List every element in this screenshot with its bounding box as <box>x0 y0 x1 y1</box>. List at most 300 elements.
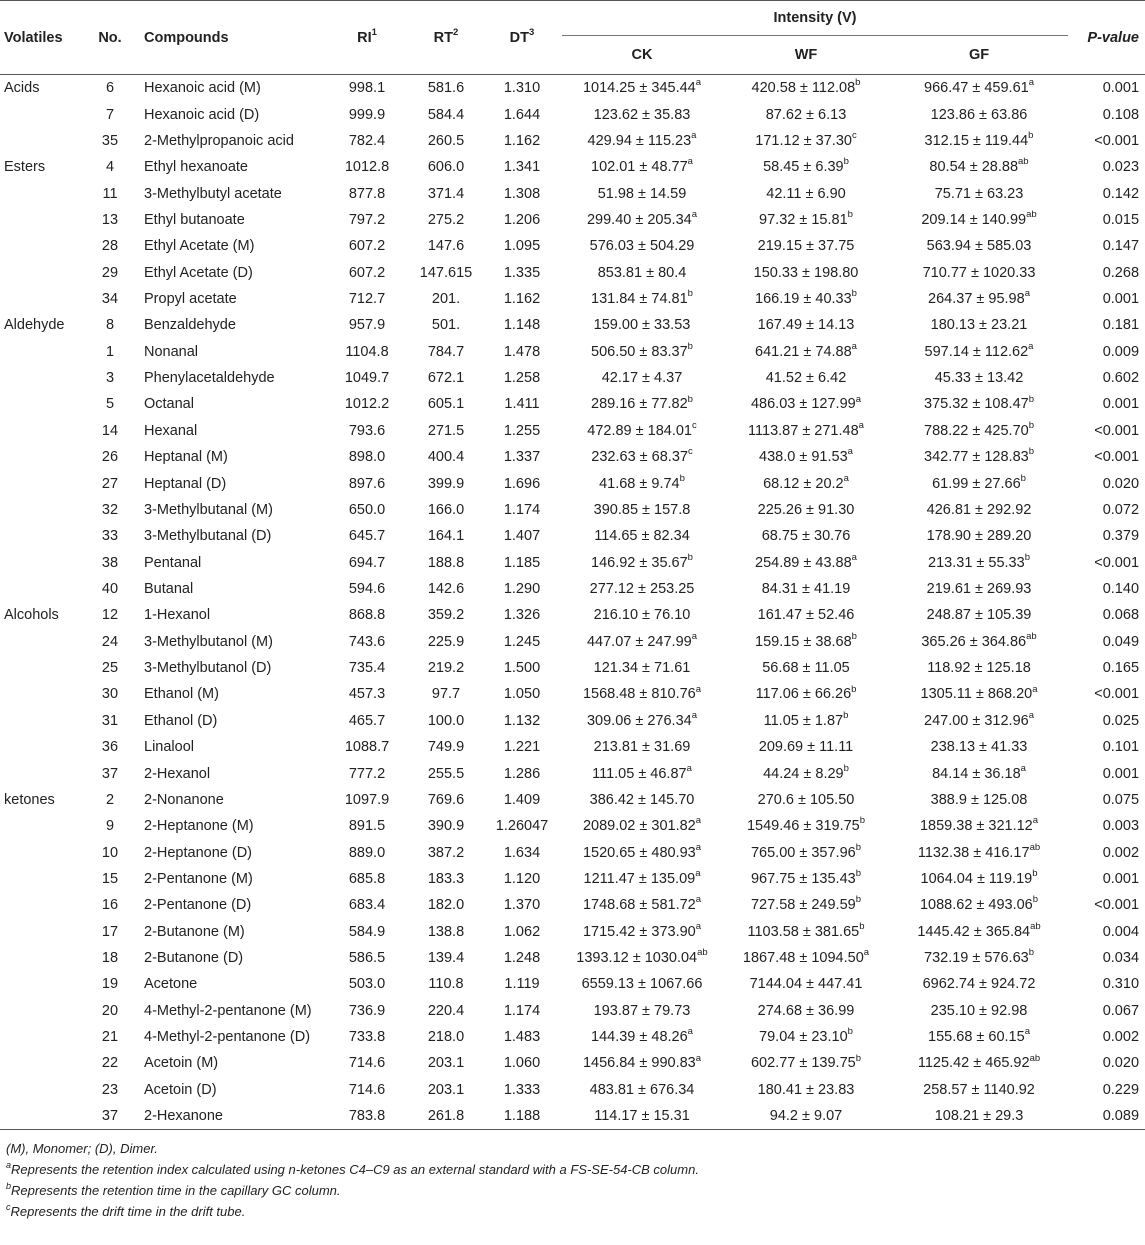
cell-compound: 4-Methyl-2-pentanone (M) <box>144 1002 312 1019</box>
header-volatiles: Volatiles <box>4 29 63 46</box>
cell-no: 20 <box>101 1002 119 1019</box>
cell-ck: 576.03 ± 504.29 <box>589 238 695 255</box>
cell-rt: 110.8 <box>428 976 464 993</box>
table-row <box>0 919 1145 945</box>
cell-ck: 1393.12 ± 1030.04$^{ab}$ <box>576 947 708 967</box>
cell-p-value: 0.068 <box>1102 607 1140 624</box>
cell-wf: 171.12 ± 37.30$^c$ <box>755 130 857 149</box>
header-no: No. <box>98 29 122 46</box>
cell-rt: 201. <box>431 291 461 308</box>
cell-ri: 685.8 <box>348 870 386 887</box>
cell-p-value: 0.025 <box>1102 712 1140 729</box>
cell-dt: 1.148 <box>503 317 541 334</box>
cell-ck: 111.05 ± 46.87$^a$ <box>592 762 692 782</box>
cell-compound: 2-Hexanone <box>136 1103 324 1130</box>
table-row <box>0 892 1145 918</box>
cell-rt: 225.9 <box>427 633 465 650</box>
cell-p-value: 0.089 <box>1068 1103 1145 1130</box>
cell-wf: 219.15 ± 37.75 <box>757 238 855 255</box>
cell-compound: 2-Methylpropanoic acid <box>144 132 294 149</box>
cell-rt: 182.0 <box>427 897 465 914</box>
cell-ri: 1104.8 <box>345 343 389 360</box>
cell-ri: 777.2 <box>348 765 386 782</box>
table-row <box>0 629 1145 655</box>
cell-rt: 139.4 <box>427 950 465 967</box>
cell-volatile-class <box>0 418 84 444</box>
cell-volatile-class <box>0 655 84 681</box>
cell-p-value: 0.140 <box>1102 581 1140 597</box>
cell-volatile-class <box>0 1050 84 1076</box>
cell-ri: 998.1 <box>348 80 386 97</box>
cell-ck: 429.94 ± 115.23$^a$ <box>587 130 697 149</box>
cell-wf: 42.11 ± 6.90 <box>766 185 846 202</box>
cell-ck: 506.50 ± 83.37$^b$ <box>591 340 693 360</box>
cell-dt: 1.634 <box>503 844 541 861</box>
cell-wf: 254.89 ± 43.88$^a$ <box>755 551 857 571</box>
cell-ri: 793.6 <box>348 422 386 439</box>
cell-rt: 260.5 <box>427 132 465 149</box>
table-row <box>0 839 1145 865</box>
cell-rt: 220.4 <box>427 1002 465 1019</box>
cell-ck: 41.68 ± 9.74$^b$ <box>599 472 685 492</box>
cell-compound: Heptanal (M) <box>144 449 228 466</box>
table-row <box>0 708 1145 734</box>
cell-no: 8 <box>105 317 115 334</box>
cell-volatile-class <box>0 444 84 470</box>
cell-ri: 650.0 <box>348 501 386 518</box>
cell-dt: 1.407 <box>503 528 541 545</box>
cell-compound: 3-Methylbutanol (D) <box>144 660 272 677</box>
cell-wf: 270.6 ± 105.50 <box>757 791 855 808</box>
cell-wf: 161.47 ± 52.46 <box>757 607 855 624</box>
cell-dt: 1.174 <box>503 501 541 518</box>
cell-wf: 420.58 ± 112.08$^b$ <box>751 77 861 97</box>
cell-ri: 1049.7 <box>344 370 390 387</box>
cell-dt: 1.644 <box>503 106 541 123</box>
cell-compound: 3-Methylbutanal (D) <box>144 528 272 545</box>
cell-gf: 1132.38 ± 416.17$^{ab}$ <box>917 841 1041 861</box>
cell-dt: 1.255 <box>503 422 541 439</box>
cell-volatile-class <box>0 391 84 417</box>
table-row <box>0 1024 1145 1050</box>
cell-ck: 1568.48 ± 810.76$^a$ <box>582 683 702 703</box>
cell-rt: 138.8 <box>427 923 465 940</box>
table-row <box>0 866 1145 892</box>
cell-p-value: 0.602 <box>1102 370 1140 387</box>
table-row <box>0 602 1145 628</box>
cell-rt: 359.2 <box>427 607 465 624</box>
cell-p-value: <0.001 <box>1094 132 1140 149</box>
cell-no: 3 <box>105 370 115 387</box>
cell-p-value: 0.020 <box>1102 475 1140 492</box>
cell-wf: 97.32 ± 15.81$^b$ <box>759 209 853 228</box>
cell-wf: 1113.87 ± 271.48$^a$ <box>748 420 864 439</box>
cell-gf: 365.26 ± 364.86$^{ab}$ <box>921 630 1037 650</box>
table-row <box>0 75 1145 102</box>
cell-ri: 1088.7 <box>344 739 390 756</box>
cell-ck: 277.12 ± 253.25 <box>589 581 695 597</box>
table-row <box>0 260 1145 286</box>
cell-ck: 1715.42 ± 373.90$^a$ <box>582 920 702 940</box>
cell-rt: 387.2 <box>427 844 465 861</box>
cell-volatile-class <box>0 760 84 786</box>
cell-rt: 188.8 <box>427 554 465 571</box>
cell-gf: 388.9 ± 125.08 <box>930 791 1028 808</box>
cell-p-value: <0.001 <box>1094 554 1140 571</box>
cell-volatile-class: Alcohols <box>4 607 59 624</box>
cell-rt: 390.9 <box>427 818 465 835</box>
cell-gf: 342.77 ± 128.83$^b$ <box>924 446 1035 466</box>
cell-ck: 1456.84 ± 990.83$^a$ <box>582 1052 702 1072</box>
cell-dt: 1.310 <box>503 80 541 97</box>
cell-gf: 966.47 ± 459.61$^a$ <box>924 77 1035 97</box>
cell-p-value: 0.001 <box>1102 291 1140 308</box>
cell-ri: 1012.2 <box>344 396 390 413</box>
cell-rt: 203.1 <box>427 1081 465 1098</box>
cell-dt: 1.062 <box>503 923 541 940</box>
table-header <box>0 1 1145 75</box>
cell-no: 21 <box>101 1029 119 1046</box>
cell-ri: 584.9 <box>348 923 386 940</box>
cell-p-value: 0.009 <box>1102 343 1140 360</box>
cell-compound: Propyl acetate <box>144 291 237 308</box>
cell-no: 9 <box>105 818 115 835</box>
cell-dt: 1.221 <box>503 739 541 756</box>
table-row <box>0 339 1145 365</box>
cell-compound: 2-Hexanol <box>144 765 211 782</box>
footnotes <box>0 1130 1145 1222</box>
cell-dt: 1.095 <box>503 238 541 255</box>
cell-rt: 581.6 <box>427 80 465 97</box>
table-row <box>0 365 1145 391</box>
table-row <box>0 813 1145 839</box>
cell-wf: 159.15 ± 38.68$^b$ <box>755 630 857 650</box>
cell-compound: 4-Methyl-2-pentanone (D) <box>144 1029 311 1046</box>
cell-dt: 1.050 <box>503 686 541 703</box>
cell-ck: 114.65 ± 82.34 <box>594 528 690 545</box>
cell-no: 13 <box>101 211 119 228</box>
cell-compound: 3-Methylbutyl acetate <box>144 185 282 202</box>
cell-p-value: 0.002 <box>1102 1029 1140 1046</box>
cell-compound: Heptanal (D) <box>144 475 227 492</box>
cell-wf: 641.21 ± 74.88$^a$ <box>755 340 857 360</box>
cell-dt: 1.411 <box>504 396 540 413</box>
cell-rt: 166.0 <box>427 501 465 518</box>
cell-ri: 503.0 <box>348 976 386 993</box>
cell-p-value: 0.268 <box>1102 264 1140 281</box>
cell-dt: 1.286 <box>503 765 541 782</box>
cell-volatile-class <box>0 286 84 312</box>
cell-p-value: 0.034 <box>1102 950 1140 967</box>
cell-p-value: 0.001 <box>1102 396 1140 413</box>
cell-gf: 213.31 ± 55.33$^b$ <box>928 551 1030 571</box>
cell-gf: 219.61 ± 269.93 <box>926 581 1032 597</box>
cell-dt: 1.478 <box>503 343 541 360</box>
cell-compound: Acetoin (D) <box>144 1081 217 1098</box>
cell-volatile-class <box>0 839 84 865</box>
cell-dt: 1.060 <box>503 1055 541 1072</box>
cell-rt: 147.6 <box>427 238 465 255</box>
cell-p-value: 0.002 <box>1102 844 1140 861</box>
cell-gf: 1445.42 ± 365.84$^{ab}$ <box>917 920 1041 940</box>
cell-ck: 51.98 ± 14.59 <box>597 185 687 202</box>
cell-gf: 123.86 ± 63.86 <box>930 106 1028 123</box>
header-ri: $RI^1$ <box>357 26 377 46</box>
cell-compound: Phenylacetaldehyde <box>144 370 275 387</box>
cell-rt: 501. <box>431 317 461 334</box>
cell-rt: 271.5 <box>427 422 465 439</box>
cell-ri: 714.6 <box>348 1081 386 1098</box>
header-gf: GF <box>968 47 990 63</box>
cell-wf: 209.69 ± 11.11 <box>758 739 854 756</box>
table-row <box>0 101 1145 127</box>
cell-p-value: 0.072 <box>1102 501 1140 518</box>
cell-rt: 584.4 <box>427 106 465 123</box>
cell-volatile-class <box>0 971 84 997</box>
cell-ck: 102.01 ± 48.77$^a$ <box>591 156 693 176</box>
cell-gf: 1305.11 ± 868.20$^a$ <box>920 683 1038 703</box>
cell-ck: 42.17 ± 4.37 <box>601 370 683 387</box>
cell-p-value: <0.001 <box>1094 686 1140 703</box>
cell-p-value: 0.023 <box>1102 159 1140 176</box>
cell-rt: 97.7 <box>431 686 461 703</box>
cell-ri: 457.3 <box>348 686 386 703</box>
cell-rt: 672.1 <box>427 370 465 387</box>
cell-wf: 68.75 ± 30.76 <box>761 528 851 545</box>
cell-ri: 607.2 <box>348 264 386 281</box>
cell-ri: 1097.9 <box>344 791 390 808</box>
cell-no: 34 <box>101 291 119 308</box>
cell-no: 12 <box>101 607 119 624</box>
cell-ri: 889.0 <box>348 844 386 861</box>
table-row <box>0 998 1145 1024</box>
cell-wf: 84.31 ± 41.19 <box>761 581 851 597</box>
cell-volatile-class <box>0 708 84 734</box>
cell-compound: 2-Nonanone <box>144 791 224 808</box>
cell-gf: 426.81 ± 292.92 <box>926 501 1032 518</box>
cell-ck: 390.85 ± 157.8 <box>593 501 691 518</box>
cell-compound: 3-Methylbutanal (M) <box>144 501 273 518</box>
cell-no: 36 <box>101 739 119 756</box>
cell-gf: 238.13 ± 41.33 <box>930 739 1028 756</box>
header-rt: $RT^2$ <box>433 26 459 46</box>
header-p-value: P-value <box>1087 29 1140 46</box>
cell-gf: 788.22 ± 425.70$^b$ <box>924 420 1035 439</box>
cell-no: 11 <box>102 185 118 202</box>
cell-volatile-class <box>0 681 84 707</box>
cell-ri: 586.5 <box>348 950 386 967</box>
cell-compound: Hexanoic acid (M) <box>144 80 261 97</box>
cell-wf: 68.12 ± 20.2$^a$ <box>763 472 849 492</box>
cell-no: 26 <box>101 449 119 466</box>
table-row <box>0 233 1145 259</box>
cell-volatile-class <box>0 497 84 523</box>
cell-compound: Pentanal <box>144 554 202 571</box>
cell-no: 10 <box>101 844 119 861</box>
cell-dt: 1.162 <box>503 132 541 149</box>
table-row <box>0 523 1145 549</box>
cell-rt: 219.2 <box>427 660 465 677</box>
cell-volatile-class <box>0 233 84 259</box>
table-row <box>0 444 1145 470</box>
cell-p-value: 0.075 <box>1102 791 1140 808</box>
cell-ck: 1520.65 ± 480.93$^a$ <box>582 841 702 861</box>
cell-wf: 79.04 ± 23.10$^b$ <box>759 1026 853 1046</box>
cell-ri: 868.8 <box>348 607 386 624</box>
cell-volatile-class <box>0 866 84 892</box>
cell-rt: 203.1 <box>427 1055 465 1072</box>
cell-no: 7 <box>105 106 115 123</box>
cell-dt: 1.337 <box>503 449 541 466</box>
cell-volatile-class <box>0 629 84 655</box>
cell-gf: 258.57 ± 1140.92 <box>923 1081 1035 1098</box>
cell-compound: Ethyl hexanoate <box>144 159 248 176</box>
cell-volatile-class <box>0 945 84 971</box>
cell-gf: 118.92 ± 125.18 <box>927 660 1031 677</box>
cell-no: 5 <box>105 396 115 413</box>
cell-compound: Nonanal <box>144 343 199 360</box>
cell-p-value: 0.379 <box>1102 528 1140 545</box>
cell-dt: 1.188 <box>482 1103 562 1130</box>
cell-ck: 131.84 ± 74.81$^b$ <box>591 288 693 308</box>
cell-gf: 108.21 ± 29.3 <box>890 1103 1068 1130</box>
cell-rt: 100.0 <box>427 712 465 729</box>
cell-p-value: 0.001 <box>1102 80 1140 97</box>
cell-volatile-class <box>0 892 84 918</box>
cell-ri: 683.4 <box>348 897 386 914</box>
cell-volatile-class <box>0 523 84 549</box>
cell-no: 37 <box>101 765 119 782</box>
cell-gf: 1859.38 ± 321.12$^a$ <box>919 815 1039 835</box>
table-row <box>0 154 1145 180</box>
cell-p-value: <0.001 <box>1094 422 1140 439</box>
table-row <box>0 945 1145 971</box>
footnote-b: $^b$Represents the retention time in the capillary GC column. <box>6 1181 341 1199</box>
cell-dt: 1.132 <box>503 712 541 729</box>
table-row <box>0 312 1145 338</box>
cell-gf: 84.14 ± 36.18$^a$ <box>932 762 1026 782</box>
cell-no: 18 <box>101 950 119 967</box>
cell-wf: 94.2 ± 9.07 <box>722 1103 890 1130</box>
cell-p-value: <0.001 <box>1094 897 1140 914</box>
cell-no: 29 <box>101 264 119 281</box>
table-row <box>0 128 1145 154</box>
cell-dt: 1.326 <box>503 607 541 624</box>
cell-gf: 155.68 ± 60.15$^a$ <box>928 1026 1030 1046</box>
cell-wf: 150.33 ± 198.80 <box>753 264 859 281</box>
cell-p-value: 0.108 <box>1102 106 1140 123</box>
cell-rt: 261.8 <box>410 1103 482 1130</box>
cell-dt: 1.245 <box>503 633 541 650</box>
cell-p-value: 0.001 <box>1102 870 1140 887</box>
cell-dt: 1.26047 <box>495 818 549 835</box>
cell-ck: 299.40 ± 205.34$^a$ <box>586 209 697 228</box>
cell-no: 22 <box>101 1055 119 1072</box>
cell-compound: Acetoin (M) <box>144 1055 219 1072</box>
cell-p-value: 0.181 <box>1102 317 1140 334</box>
table-row <box>0 681 1145 707</box>
cell-gf: 563.94 ± 585.03 <box>926 238 1032 255</box>
cell-rt: 164.1 <box>427 528 465 545</box>
cell-wf: 11.05 ± 1.87$^b$ <box>763 709 849 729</box>
table-row <box>0 391 1145 417</box>
cell-dt: 1.120 <box>503 870 541 887</box>
cell-wf: 1103.58 ± 381.65$^b$ <box>747 920 865 940</box>
cell-rt: 147.615 <box>419 264 473 281</box>
cell-dt: 1.258 <box>503 370 541 387</box>
cell-no: 1 <box>105 343 115 360</box>
cell-wf: 602.77 ± 139.75$^b$ <box>750 1052 861 1072</box>
cell-ck: 146.92 ± 35.67$^b$ <box>591 551 693 571</box>
cell-wf: 56.68 ± 11.05 <box>762 660 850 677</box>
cell-ck: 386.42 ± 145.70 <box>589 791 695 808</box>
cell-ri: 957.9 <box>348 317 386 334</box>
cell-ri: 1012.8 <box>344 159 390 176</box>
cell-ri: 783.8 <box>324 1103 410 1130</box>
cell-volatile-class <box>0 180 84 206</box>
cell-ck: 6559.13 ± 1067.66 <box>581 976 703 993</box>
cell-dt: 1.335 <box>503 264 541 281</box>
cell-gf: 264.37 ± 95.98$^a$ <box>928 288 1030 308</box>
cell-no: 24 <box>101 633 119 650</box>
cell-volatile-class <box>0 549 84 575</box>
cell-ri: 735.4 <box>348 660 386 677</box>
cell-volatile-class <box>0 998 84 1024</box>
cell-volatile-class <box>0 1024 84 1050</box>
cell-volatile-class: Aldehyde <box>4 317 65 334</box>
cell-gf: 1064.04 ± 119.19$^b$ <box>920 868 1038 887</box>
cell-wf: 1867.48 ± 1094.50$^a$ <box>742 947 870 967</box>
cell-p-value: 0.049 <box>1102 633 1140 650</box>
cell-gf: 178.90 ± 289.20 <box>926 528 1032 545</box>
cell-ck: 216.10 ± 76.10 <box>593 607 691 624</box>
cell-p-value: 0.101 <box>1102 739 1140 756</box>
cell-ri: 733.8 <box>348 1029 386 1046</box>
cell-no: 37 <box>84 1103 136 1130</box>
cell-ri: 898.0 <box>348 449 386 466</box>
table-body <box>0 75 1145 1130</box>
cell-compound: 1-Hexanol <box>144 607 211 624</box>
cell-compound: Linalool <box>144 739 194 756</box>
cell-ri: 607.2 <box>348 238 386 255</box>
table-row <box>0 180 1145 206</box>
cell-rt: 400.4 <box>427 449 465 466</box>
table-row <box>0 971 1145 997</box>
table-row <box>0 655 1145 681</box>
cell-no: 38 <box>101 554 119 571</box>
cell-no: 32 <box>101 501 119 518</box>
cell-ri: 797.2 <box>348 211 386 228</box>
cell-gf: 80.54 ± 28.88$^{ab}$ <box>929 156 1029 176</box>
cell-compound: 3-Methylbutanol (M) <box>144 633 273 650</box>
cell-gf: 710.77 ± 1020.33 <box>922 264 1036 281</box>
cell-dt: 1.174 <box>503 1002 541 1019</box>
cell-gf: 1088.62 ± 493.06$^b$ <box>919 894 1039 914</box>
cell-wf: 167.49 ± 14.13 <box>757 317 855 334</box>
cell-rt: 606.0 <box>427 159 465 176</box>
cell-dt: 1.185 <box>503 554 541 571</box>
cell-ri: 999.9 <box>348 106 386 123</box>
cell-ck: 1748.68 ± 581.72$^a$ <box>582 894 702 914</box>
cell-ri: 645.7 <box>348 528 386 545</box>
cell-rt: 605.1 <box>427 396 465 413</box>
cell-p-value: 0.015 <box>1102 211 1140 228</box>
table-row <box>0 1103 1145 1130</box>
cell-gf: 45.33 ± 13.42 <box>934 370 1024 387</box>
cell-no: 40 <box>101 581 119 597</box>
cell-compound: 2-Heptanone (M) <box>144 818 254 835</box>
cell-wf: 41.52 ± 6.42 <box>765 370 847 387</box>
